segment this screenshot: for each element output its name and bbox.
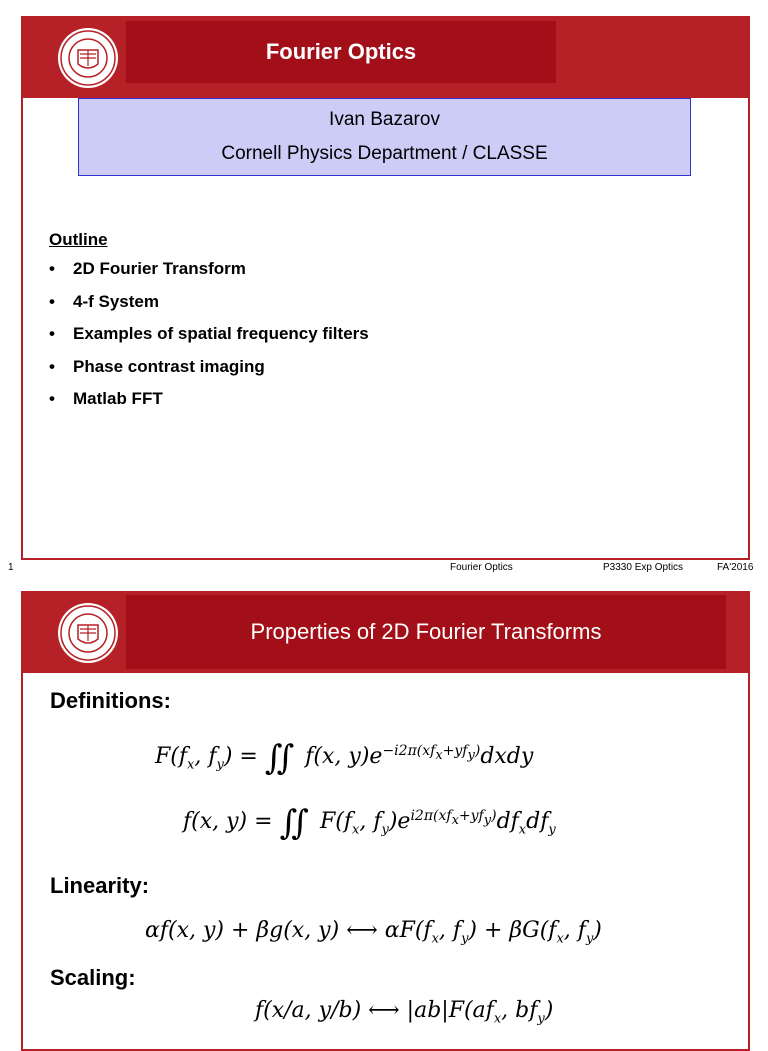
section-definitions: Definitions: [50, 688, 171, 713]
footer-topic: Fourier Optics [450, 562, 513, 573]
slide-title: Fourier Optics [265, 39, 417, 64]
slide-1 [21, 16, 750, 560]
section-scaling: Scaling: [50, 965, 136, 990]
equation-linearity: αf(x, y) + βg(x, y) ⟷ $\alpha F(f_x$, $f_y) + \beta G(f_x$, $f_y$) [145, 918, 602, 947]
list-item: • Matlab FFT [49, 389, 163, 408]
section-linearity: Linearity: [50, 873, 150, 898]
author-name: Ivan Bazarov [329, 109, 440, 130]
list-item: • 2D Fourier Transform [49, 259, 246, 278]
slide-2 [21, 591, 750, 1051]
equation-forward-transform: $F(f_x$, $f_y$) = ∫∫ f(x, $y)e^{-i2\pi(xf_x+yf_y)}dxdy$ [155, 738, 534, 778]
cornell-seal-icon [56, 601, 120, 665]
equation-scaling: f(x/a, y/b) ⟷ $|ab|F(af_x$, $bf_y$) [255, 998, 554, 1027]
author-department: Cornell Physics Department / CLASSE [221, 143, 548, 164]
list-item: • Examples of spatial frequency filters [49, 324, 369, 343]
cornell-seal-icon [56, 26, 120, 90]
list-item: • 4-f System [49, 291, 159, 311]
outline-heading: Outline [49, 230, 108, 249]
equation-inverse-transform: f(x, y) = ∫∫ $F(f_x$, $f_y)e^{i2\pi(xf_x+yf_y)}df_xdf_y$ [183, 803, 556, 843]
list-item: • Phase contrast imaging [49, 356, 265, 376]
title-bar [126, 595, 726, 669]
slide-header [23, 593, 748, 673]
author-box [78, 98, 691, 176]
footer-course: P3330 Exp Optics [603, 562, 684, 573]
slide-title: Properties of 2D Fourier Transforms [250, 619, 602, 644]
page-number: 1 [8, 562, 14, 573]
footer-term: FA'2016 [717, 562, 754, 573]
title-bar [126, 21, 556, 83]
outline-list [49, 259, 369, 422]
slide-header [23, 18, 748, 98]
outline [49, 230, 369, 422]
